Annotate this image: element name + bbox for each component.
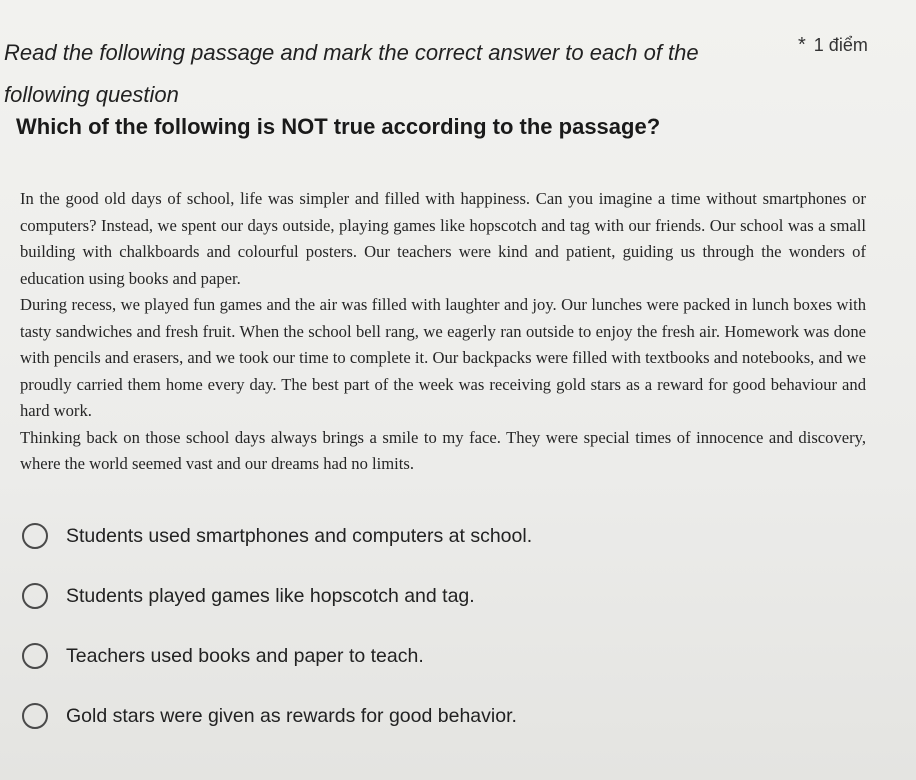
reading-passage [20,186,866,478]
option-label[interactable]: Students played games like hopscotch and tag. [66,584,475,607]
answer-options [22,506,532,746]
instruction-text [4,32,764,116]
points-label: 1 điểm [813,35,868,55]
passage-paragraph: In the good old days of school, life was simpler and filled with happiness. Can you imagine a time without smartphones or computers? Instead, we spent our days outside, playing games like hopscotch and tag with our friends. Our school was a small building with chalkboards and colourful posters. Our teachers were kind and patient, guiding us through the wonders of education using books and paper. [20,189,866,288]
instruction-line-2: following question [4,82,179,107]
radio-button-icon[interactable] [22,523,48,549]
answer-option-a[interactable] [22,506,532,566]
points-indicator [798,34,868,57]
option-label[interactable]: Gold stars were given as rewards for good behavior. [66,704,517,727]
radio-button-icon[interactable] [22,583,48,609]
answer-option-c[interactable] [22,626,532,686]
answer-option-d[interactable] [22,686,532,746]
answer-option-b[interactable] [22,566,532,626]
option-label[interactable]: Students used smartphones and computers at school. [66,524,533,547]
instruction-line-1: Read the following passage and mark the correct answer to each of the [4,40,699,65]
required-asterisk: * [798,34,806,56]
radio-button-icon[interactable] [22,643,48,669]
radio-button-icon[interactable] [22,703,48,729]
option-label[interactable]: Teachers used books and paper to teach. [66,644,424,667]
question-title: Which of the following is NOT true according to the passage? [16,114,661,139]
passage-paragraph: Thinking back on those school days always brings a smile to my face. They were special times of innocence and discovery, where the world seemed vast and our dreams had no limits. [20,427,866,473]
passage-paragraph: During recess, we played fun games and the air was filled with laughter and joy. Our lunches were packed in lunch boxes with tasty sandwiches and fresh fruit. When the school bell rang, we eagerly ran outside to enjoy the fresh air. Homework was done with pencils and erasers, and we took our time to complete it. Our backpacks were filled with textbooks and notebooks, and we proudly carried them home every day. The best part of the week was receiving gold stars as a reward for good behaviour and hard work. [20,295,866,420]
